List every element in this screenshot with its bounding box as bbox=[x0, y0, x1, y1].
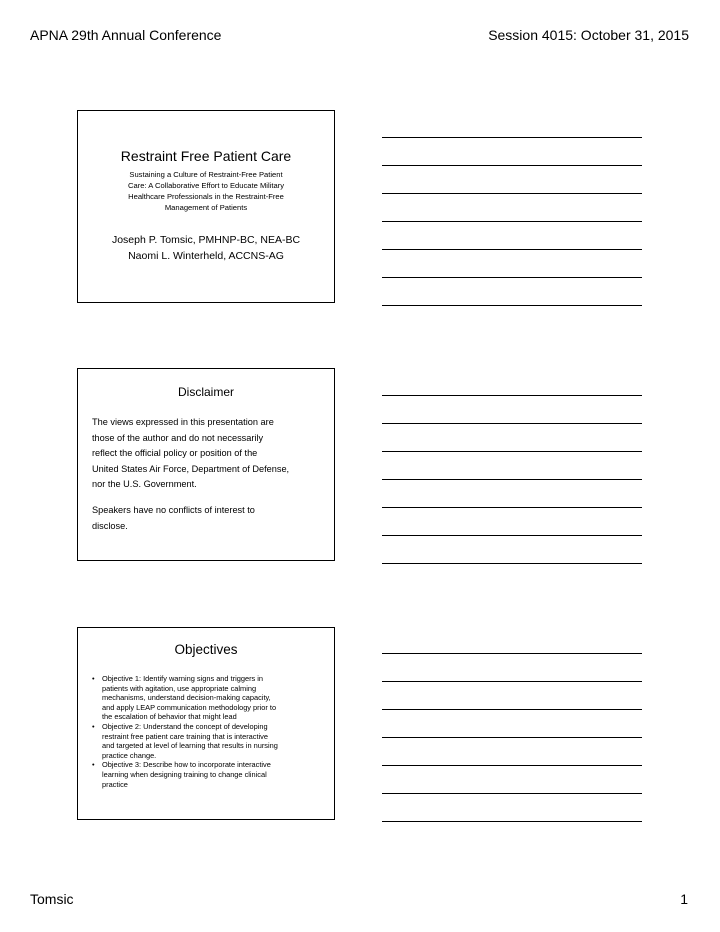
note-line bbox=[382, 249, 642, 250]
note-line bbox=[382, 507, 642, 508]
author-name: Naomi L. Winterheld, ACCNS-AG bbox=[128, 250, 284, 262]
subtitle-line: Care: A Collaborative Effort to Educate Military bbox=[127, 181, 285, 190]
note-line bbox=[382, 765, 642, 766]
slide-3-title: Objectives bbox=[174, 642, 238, 657]
objectives-list bbox=[90, 674, 322, 789]
note-line bbox=[382, 305, 642, 306]
bullet-icon: • bbox=[92, 760, 95, 770]
note-line bbox=[382, 563, 642, 564]
list-item bbox=[90, 674, 322, 722]
text-line: The views expressed in this presentation are bbox=[92, 417, 274, 427]
subtitle-line: Healthcare Professionals in the Restraint-Free bbox=[128, 192, 284, 201]
note-line bbox=[382, 277, 642, 278]
text-line: disclose. bbox=[92, 520, 128, 531]
text-line: those of the author and do not necessarily bbox=[92, 432, 264, 443]
list-item bbox=[90, 722, 322, 760]
text-line: Objective 1: Identify warning signs and triggers in bbox=[102, 674, 264, 683]
slide-1-subtitle bbox=[98, 169, 314, 213]
bullet-icon: • bbox=[92, 674, 95, 683]
conflicts-paragraph bbox=[92, 503, 328, 534]
text-line: reflect the official policy or position of the bbox=[92, 448, 258, 458]
page-number: 1 bbox=[680, 891, 688, 907]
note-line bbox=[382, 737, 642, 738]
text-line: Objective 2: Understand the concept of developing bbox=[102, 721, 268, 731]
note-line bbox=[382, 479, 642, 480]
slide-2-thumbnail bbox=[77, 368, 335, 561]
text-line: patients with agitation, use appropriate calming bbox=[102, 683, 257, 693]
text-line: and apply LEAP communication methodology prior to bbox=[102, 702, 277, 712]
text-line: and targeted at level of learning that results in nursing bbox=[102, 741, 278, 751]
note-line bbox=[382, 821, 642, 822]
text-line: practice bbox=[102, 779, 128, 789]
text-line: Speakers have no conflicts of interest to bbox=[92, 505, 255, 515]
subtitle-line: Sustaining a Culture of Restraint-Free Patient bbox=[129, 170, 283, 179]
note-line bbox=[382, 681, 642, 682]
note-line bbox=[382, 137, 642, 138]
slide-1-title: Restraint Free Patient Care bbox=[120, 148, 292, 164]
note-line bbox=[382, 165, 642, 166]
text-line: United States Air Force, Department of Defense, bbox=[92, 463, 290, 474]
note-line bbox=[382, 193, 642, 194]
note-line bbox=[382, 653, 642, 654]
list-item bbox=[90, 760, 322, 789]
bullet-icon: • bbox=[92, 721, 95, 731]
header-conference-title: APNA 29th Annual Conference bbox=[30, 27, 222, 43]
footer-author: Tomsic bbox=[30, 891, 74, 907]
note-line bbox=[382, 395, 642, 396]
text-line: nor the U.S. Government. bbox=[92, 479, 197, 489]
slide-1-authors bbox=[78, 232, 334, 264]
subtitle-line: Management of Patients bbox=[164, 203, 248, 212]
header-session-date: Session 4015: October 31, 2015 bbox=[488, 27, 689, 43]
note-line bbox=[382, 221, 642, 222]
note-line bbox=[382, 709, 642, 710]
note-line bbox=[382, 535, 642, 536]
disclaimer-paragraph bbox=[92, 415, 328, 493]
slide-2-title: Disclaimer bbox=[177, 385, 234, 399]
author-name: Joseph P. Tomsic, PMHNP-BC, NEA-BC bbox=[111, 234, 301, 246]
text-line: restraint free patient care training that is interactive bbox=[102, 731, 268, 741]
text-line: learning when designing training to change clinical bbox=[102, 769, 267, 779]
note-line bbox=[382, 423, 642, 424]
text-line: mechanisms, understand decision-making capacity, bbox=[102, 693, 271, 703]
note-line bbox=[382, 793, 642, 794]
slide-1-thumbnail bbox=[77, 110, 335, 303]
text-line: the escalation of behavior that might lead bbox=[102, 712, 237, 722]
text-line: Objective 3: Describe how to incorporate interactive bbox=[102, 760, 271, 770]
slide-3-thumbnail bbox=[77, 627, 335, 820]
note-line bbox=[382, 451, 642, 452]
text-line: practice change. bbox=[102, 750, 157, 760]
